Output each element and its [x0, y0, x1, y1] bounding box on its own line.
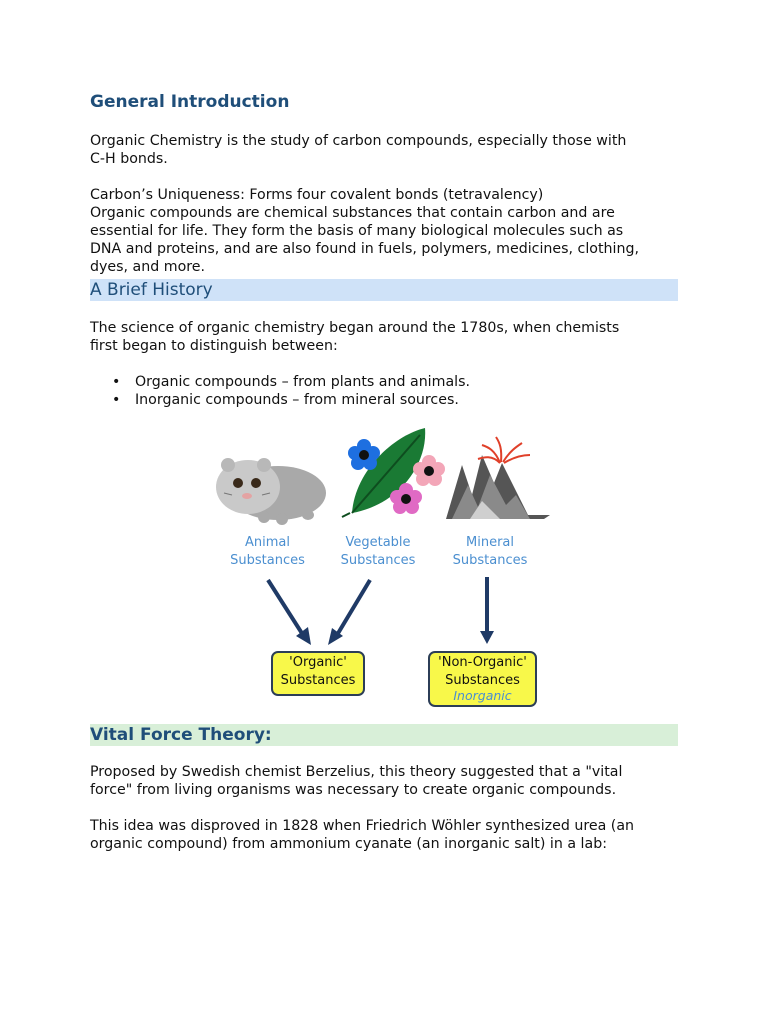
intro-paragraph-1	[90, 132, 678, 168]
vital-force-heading-band	[90, 724, 678, 746]
label-line: Substances	[230, 553, 305, 568]
history-paragraph	[90, 319, 678, 355]
history-bullet-list	[90, 373, 470, 409]
box-line: 'Non-Organic'	[438, 655, 527, 670]
list-item: • Inorganic compounds – from mineral sources.	[90, 391, 470, 409]
uniqueness-line: Carbon’s Uniqueness: Forms four covalent bonds (tetravalency)	[90, 187, 544, 203]
intro-line: C-H bonds.	[90, 151, 168, 167]
vital-force-paragraph-1	[90, 763, 678, 799]
inorganic-label: Inorganic	[453, 688, 512, 703]
label-line: Vegetable	[345, 535, 411, 550]
vital-line: force" from living organisms was necessary to create organic compounds.	[90, 782, 617, 798]
animal-substances-label	[220, 534, 315, 570]
box-line: 'Organic'	[289, 655, 347, 670]
vital-line: This idea was disproved in 1828 when Friedrich Wöhler synthesized urea (an	[90, 818, 634, 834]
history-heading-band	[90, 279, 678, 301]
arrow-vegetable-to-organic	[337, 580, 370, 635]
history-line: The science of organic chemistry began around the 1780s, when chemists	[90, 320, 620, 336]
vital-line: Proposed by Swedish chemist Berzelius, this theory suggested that a "vital	[90, 764, 623, 780]
label-line: Substances	[340, 553, 416, 568]
label-line: Animal	[245, 535, 290, 550]
arrows	[268, 577, 494, 645]
substances-figure	[210, 425, 560, 715]
vital-line: organic compound) from ammonium cyanate (an inorganic salt) in a lab:	[90, 836, 607, 852]
mineral-substances-label	[440, 534, 540, 570]
nonorganic-substances-box	[428, 651, 537, 707]
intro-line: Organic Chemistry is the study of carbon compounds, especially those with	[90, 133, 627, 149]
vegetable-substances-label	[328, 534, 428, 570]
label-line: Substances	[452, 553, 528, 568]
intro-paragraph-2	[90, 186, 678, 276]
mineral-icon	[446, 437, 550, 519]
heading-vital-force-theory: Vital Force Theory:	[90, 725, 272, 745]
list-item: • Organic compounds – from plants and animals.	[90, 373, 470, 391]
intro-line: dyes, and more.	[90, 259, 206, 275]
heading-brief-history: A Brief History	[90, 280, 213, 300]
vital-force-paragraph-2	[90, 817, 678, 853]
label-line: Mineral	[466, 535, 514, 550]
box-line: Substances	[445, 673, 520, 688]
organic-substances-box	[271, 651, 365, 696]
intro-line: essential for life. They form the basis of many biological molecules such as	[90, 223, 624, 239]
history-line: first began to distinguish between:	[90, 338, 338, 354]
heading-general-introduction: General Introduction	[90, 92, 290, 112]
box-line: Substances	[280, 673, 356, 688]
intro-line: Organic compounds are chemical substances that contain carbon and are	[90, 205, 615, 221]
animal-icon	[216, 458, 326, 525]
arrow-animal-to-organic	[268, 580, 303, 635]
vegetable-icon	[342, 428, 445, 517]
intro-line: DNA and proteins, and are also found in fuels, polymers, medicines, clothing,	[90, 241, 639, 257]
